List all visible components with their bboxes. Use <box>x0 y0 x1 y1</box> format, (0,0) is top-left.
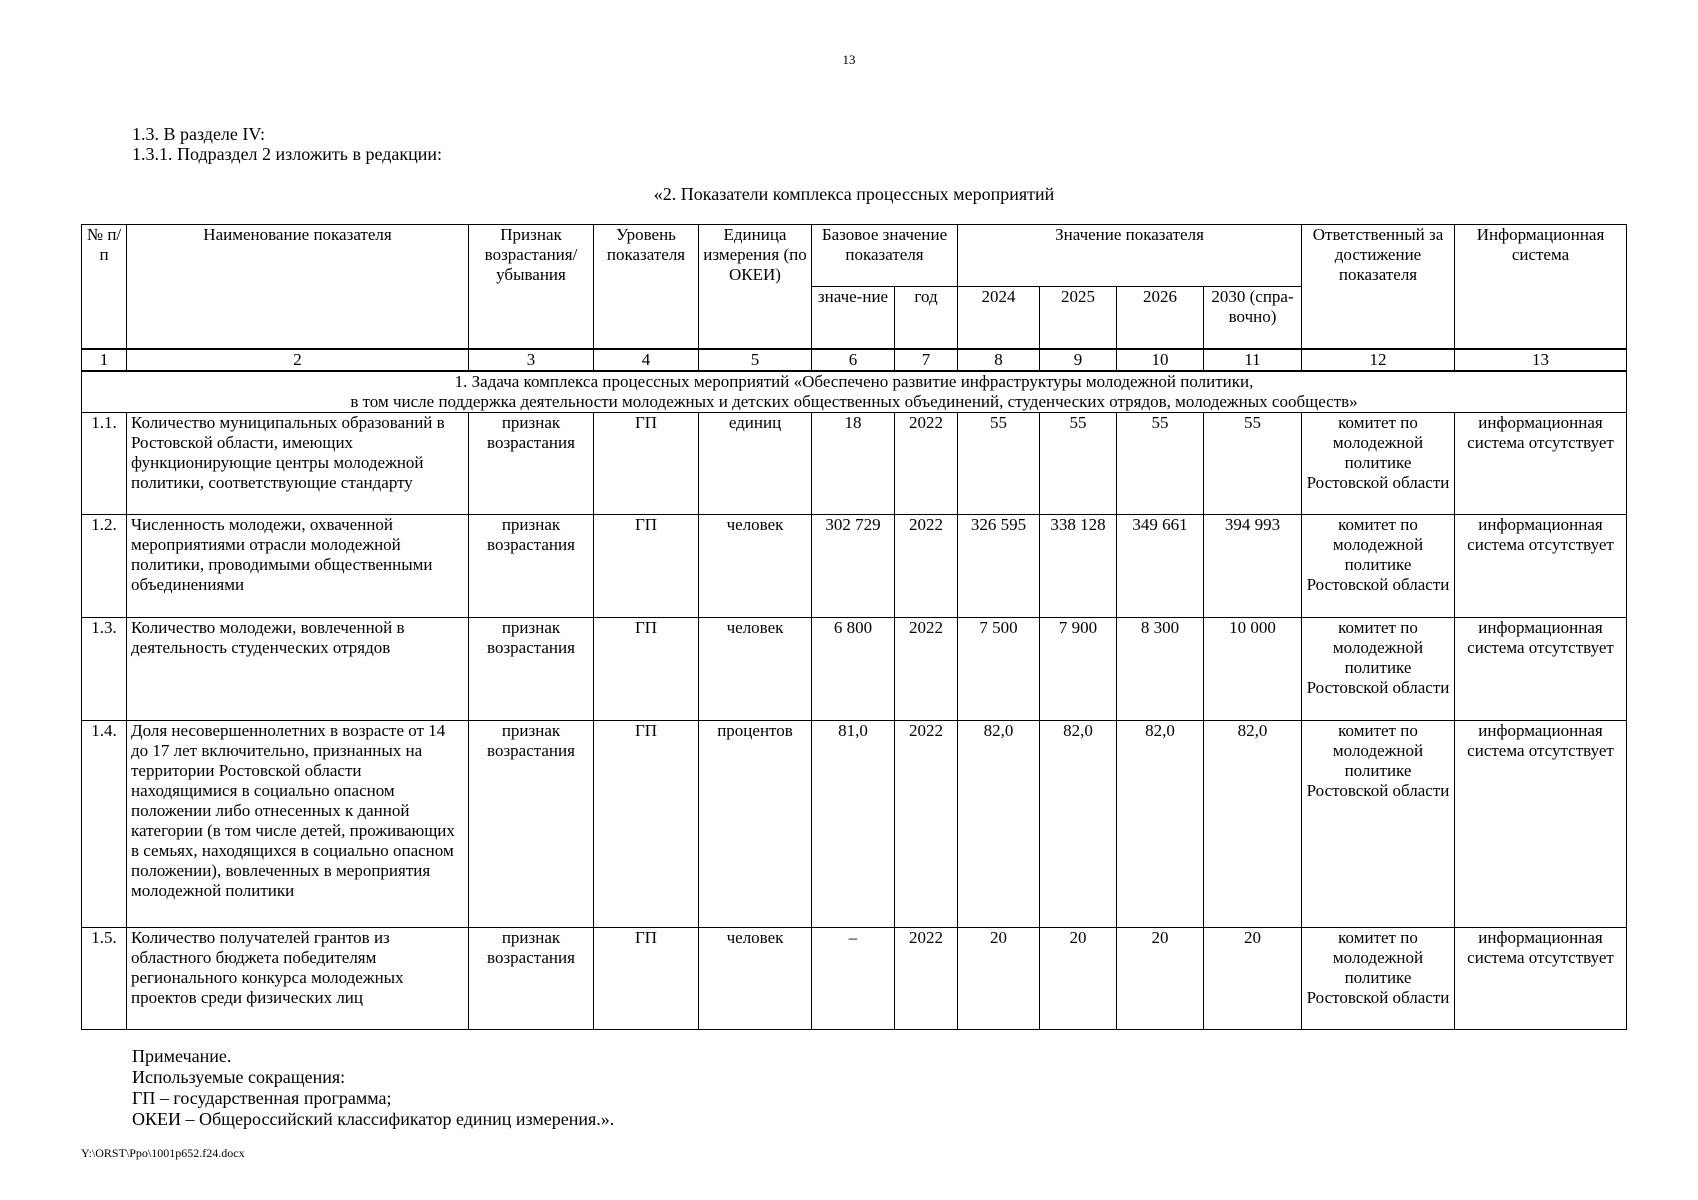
notes-okei: ОКЕИ – Общероссийский классификатор единиц измерения.». <box>132 1109 615 1129</box>
row-info-system: информационная система отсутствует <box>1455 412 1627 514</box>
column-number: 13 <box>1455 349 1627 371</box>
header-base-group: Базовое значение показателя <box>812 225 958 287</box>
header-name: Наименование показателя <box>127 225 469 349</box>
table-row <box>82 927 1627 1029</box>
row-num: 1.5. <box>82 927 127 1029</box>
row-responsible: комитет по молодежной политике Ростовской области <box>1302 514 1455 617</box>
column-number: 3 <box>469 349 594 371</box>
header-base-value: значе-ние <box>812 287 895 349</box>
row-name: Доля несовершеннолетних в возрасте от 14 до 17 лет включительно, признанных на территории Ростовской области находящимися в социально опасном положении либо отнесенных к данной категории (в том числе детей, проживающих в семьях, находящихся в социально опасном положении), вовлеченных в мероприятия молодежной политики <box>127 720 469 927</box>
task-title-line1: 1. Задача комплекса процессных мероприятий «Обеспечено развитие инфраструктуры молодежной политики, <box>454 371 1254 391</box>
row-value-2026: 82,0 <box>1117 720 1204 927</box>
row-value-2026: 349 661 <box>1117 514 1204 617</box>
notes-abbr-title: Используемые сокращения: <box>132 1067 346 1087</box>
row-num: 1.1. <box>82 412 127 514</box>
header-info-system: Информационная система <box>1455 225 1627 349</box>
row-value-2024: 55 <box>958 412 1040 514</box>
row-name: Численность молодежи, охваченной мероприятиями отрасли молодежной политики, проводимыми общественными объединениями <box>127 514 469 617</box>
page-number: 13 <box>842 52 856 67</box>
task-title-line2: в том числе поддержка деятельности молодежных и детских общественных объединений, студенческих отрядов, молодежных сообществ» <box>350 391 1358 411</box>
row-direction: признак возрастания <box>469 514 594 617</box>
row-responsible: комитет по молодежной политике Ростовской области <box>1302 617 1455 720</box>
notes-title: Примечание. <box>132 1046 232 1066</box>
row-value-2025: 55 <box>1040 412 1117 514</box>
row-level: ГП <box>594 617 699 720</box>
row-direction: признак возрастания <box>469 617 594 720</box>
table-title: «2. Показатели комплекса процессных мероприятий <box>653 184 1055 204</box>
header-unit: Единица измерения (по ОКЕИ) <box>699 225 812 349</box>
row-level: ГП <box>594 927 699 1029</box>
row-base-value: 6 800 <box>812 617 895 720</box>
header-year-2030: 2030 (спра-вочно) <box>1204 287 1302 349</box>
row-base-value: 18 <box>812 412 895 514</box>
row-base-year: 2022 <box>895 514 958 617</box>
intro-line-section: 1.3. В разделе IV: <box>132 124 266 144</box>
row-responsible: комитет по молодежной политике Ростовской области <box>1302 927 1455 1029</box>
row-num: 1.3. <box>82 617 127 720</box>
task-row <box>82 371 1627 413</box>
row-direction: признак возрастания <box>469 720 594 927</box>
row-value-2024: 7 500 <box>958 617 1040 720</box>
header-year-2026: 2026 <box>1117 287 1204 349</box>
column-number: 10 <box>1117 349 1204 371</box>
column-number: 9 <box>1040 349 1117 371</box>
table-row <box>82 412 1627 514</box>
row-name: Количество получателей грантов из областного бюджета победителям регионального конкурса молодежных проектов среди физических лиц <box>127 927 469 1029</box>
column-number: 5 <box>699 349 812 371</box>
row-base-year: 2022 <box>895 927 958 1029</box>
indicators-table <box>81 224 1627 1030</box>
column-number: 8 <box>958 349 1040 371</box>
row-direction: признак возрастания <box>469 412 594 514</box>
row-value-2030: 55 <box>1204 412 1302 514</box>
row-unit: процентов <box>699 720 812 927</box>
column-number: 12 <box>1302 349 1455 371</box>
header-direction: Признак возрастания/ убывания <box>469 225 594 349</box>
row-info-system: информационная система отсутствует <box>1455 617 1627 720</box>
row-name: Количество муниципальных образований в Ростовской области, имеющих функционирующие центры молодежной политики, соответствующие стандарту <box>127 412 469 514</box>
row-value-2026: 8 300 <box>1117 617 1204 720</box>
header-year-2025: 2025 <box>1040 287 1117 349</box>
row-value-2025: 338 128 <box>1040 514 1117 617</box>
intro-line-subsection: 1.3.1. Подраздел 2 изложить в редакции: <box>132 144 443 164</box>
header-level: Уровень показателя <box>594 225 699 349</box>
row-value-2030: 394 993 <box>1204 514 1302 617</box>
row-unit: человек <box>699 927 812 1029</box>
row-base-value: 81,0 <box>812 720 895 927</box>
row-unit: человек <box>699 514 812 617</box>
row-unit: единиц <box>699 412 812 514</box>
row-name: Количество молодежи, вовлеченной в деятельность студенческих отрядов <box>127 617 469 720</box>
header-responsible: Ответственный за достижение показателя <box>1302 225 1455 349</box>
row-info-system: информационная система отсутствует <box>1455 720 1627 927</box>
column-number: 7 <box>895 349 958 371</box>
column-number: 1 <box>82 349 127 371</box>
column-number: 6 <box>812 349 895 371</box>
file-path: Y:\ORST\Ppo\1001p652.f24.docx <box>81 1146 245 1160</box>
header-num: № п/п <box>82 225 127 349</box>
row-value-2024: 326 595 <box>958 514 1040 617</box>
row-base-year: 2022 <box>895 617 958 720</box>
row-base-value: 302 729 <box>812 514 895 617</box>
row-unit: человек <box>699 617 812 720</box>
row-value-2030: 82,0 <box>1204 720 1302 927</box>
header-values-group: Значение показателя <box>958 225 1302 287</box>
row-level: ГП <box>594 514 699 617</box>
row-value-2024: 82,0 <box>958 720 1040 927</box>
task-title <box>82 371 1627 413</box>
row-info-system: информационная система отсутствует <box>1455 514 1627 617</box>
row-num: 1.2. <box>82 514 127 617</box>
table-row <box>82 617 1627 720</box>
row-value-2030: 10 000 <box>1204 617 1302 720</box>
row-value-2025: 20 <box>1040 927 1117 1029</box>
row-value-2026: 20 <box>1117 927 1204 1029</box>
row-base-value: – <box>812 927 895 1029</box>
row-value-2026: 55 <box>1117 412 1204 514</box>
row-direction: признак возрастания <box>469 927 594 1029</box>
table-row <box>82 720 1627 927</box>
column-number: 11 <box>1204 349 1302 371</box>
notes-gp: ГП – государственная программа; <box>132 1088 392 1108</box>
row-value-2030: 20 <box>1204 927 1302 1029</box>
row-level: ГП <box>594 720 699 927</box>
table-row <box>82 514 1627 617</box>
row-responsible: комитет по молодежной политике Ростовской области <box>1302 720 1455 927</box>
row-value-2025: 7 900 <box>1040 617 1117 720</box>
row-base-year: 2022 <box>895 412 958 514</box>
header-base-year: год <box>895 287 958 349</box>
intro-text <box>132 124 442 164</box>
row-responsible: комитет по молодежной политике Ростовской области <box>1302 412 1455 514</box>
header-year-2024: 2024 <box>958 287 1040 349</box>
row-base-year: 2022 <box>895 720 958 927</box>
row-value-2025: 82,0 <box>1040 720 1117 927</box>
row-info-system: информационная система отсутствует <box>1455 927 1627 1029</box>
row-value-2024: 20 <box>958 927 1040 1029</box>
column-number: 2 <box>127 349 469 371</box>
row-num: 1.4. <box>82 720 127 927</box>
row-level: ГП <box>594 412 699 514</box>
notes <box>132 1046 614 1130</box>
column-number: 4 <box>594 349 699 371</box>
